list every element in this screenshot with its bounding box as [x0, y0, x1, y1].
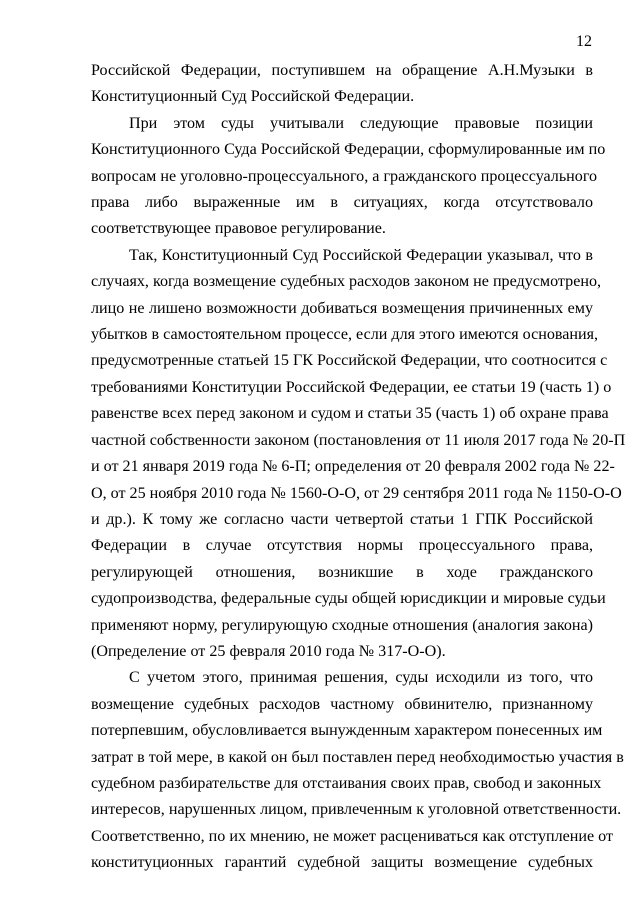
text-line: Конституционного Суда Российской Федерации, сформулированные им по — [91, 141, 606, 159]
text-line: требованиями Конституции Российской Федерации, ее статьи 19 (часть 1) о — [91, 378, 612, 396]
paragraph — [91, 58, 593, 111]
text-line: Российской Федерации, поступившем на обращение А.Н.Музыки в — [91, 62, 593, 79]
text-line: С учетом этого, принимая решения, суды исходили из того, что — [129, 669, 593, 687]
text-line: затрат в той мере, в какой он был поставлен перед необходимостью участия в — [91, 748, 624, 766]
text-line: регулирующей отношения, возникшие в ходе гражданского — [91, 563, 593, 581]
text-line: Так, Конституционный Суд Российской Федерации указывал, что в — [129, 246, 593, 264]
text-line: предусмотренные статьей 15 ГК Российской Федерации, что соотносится с — [91, 352, 608, 370]
page-number: 12 — [576, 33, 592, 50]
text-line: и др.). К тому же согласно части четвертой статьи 1 ГПК Российской — [91, 510, 593, 528]
text-line: соответствующее правовое регулирование. — [91, 220, 386, 238]
paragraph — [91, 111, 606, 243]
paragraph — [91, 243, 626, 666]
text-line: частной собственности законом (постановления от 11 июля 2017 года № 20-П — [91, 431, 626, 449]
text-line: (Определение от 25 февраля 2010 года № 317-О-О). — [91, 642, 446, 660]
text-line: потерпевшим, обусловливается вынужденным характером понесенных им — [91, 722, 603, 740]
text-line: конституционных гарантий судебной защиты возмещение судебных — [91, 854, 593, 872]
text-line: При этом суды учитывали следующие правовые позиции — [129, 114, 593, 132]
document-body — [91, 58, 626, 877]
text-line: Конституционный Суд Российской Федерации. — [91, 88, 415, 106]
text-line: применяют норму, регулирующую сходные отношения (аналогия закона) — [91, 616, 594, 634]
text-line: судопроизводства, федеральные суды общей юрисдикции и мировые судьи — [91, 590, 606, 608]
text-line: Соответственно, по их мнению, не может расцениваться как отступление от — [91, 827, 614, 845]
text-line: судебном разбирательстве для отстаивания своих прав, свобод и законных — [91, 774, 602, 792]
text-line: случаях, когда возмещение судебных расходов законом не предусмотрено, — [91, 273, 602, 291]
text-line: лицо не лишено возможности добиваться возмещения причиненных ему — [91, 299, 593, 317]
text-line: Федерации в случае отсутствия нормы процессуального права, — [91, 537, 593, 555]
text-line: возмещение судебных расходов частному обвинителю, признанному — [91, 695, 593, 713]
text-line: и от 21 января 2019 года № 6-П; определения от 20 февраля 2002 года № 22- — [91, 458, 615, 476]
paragraph — [91, 665, 624, 876]
text-line: убытков в самостоятельном процессе, если для этого имеются основания, — [91, 326, 599, 344]
text-line: равенстве всех перед законом и судом и статьи 35 (часть 1) об охране права — [91, 405, 609, 423]
text-line: О, от 25 ноября 2010 года № 1560-О-О, от 29 сентября 2011 года № 1150-О-О — [91, 484, 622, 502]
text-line: права либо выраженные им в ситуациях, когда отсутствовало — [91, 194, 593, 212]
text-line: вопросам не уголовно-процессуального, а гражданского процессуального — [91, 167, 598, 185]
text-line: интересов, нарушенных лицом, привлеченным к уголовной ответственности. — [91, 801, 622, 819]
